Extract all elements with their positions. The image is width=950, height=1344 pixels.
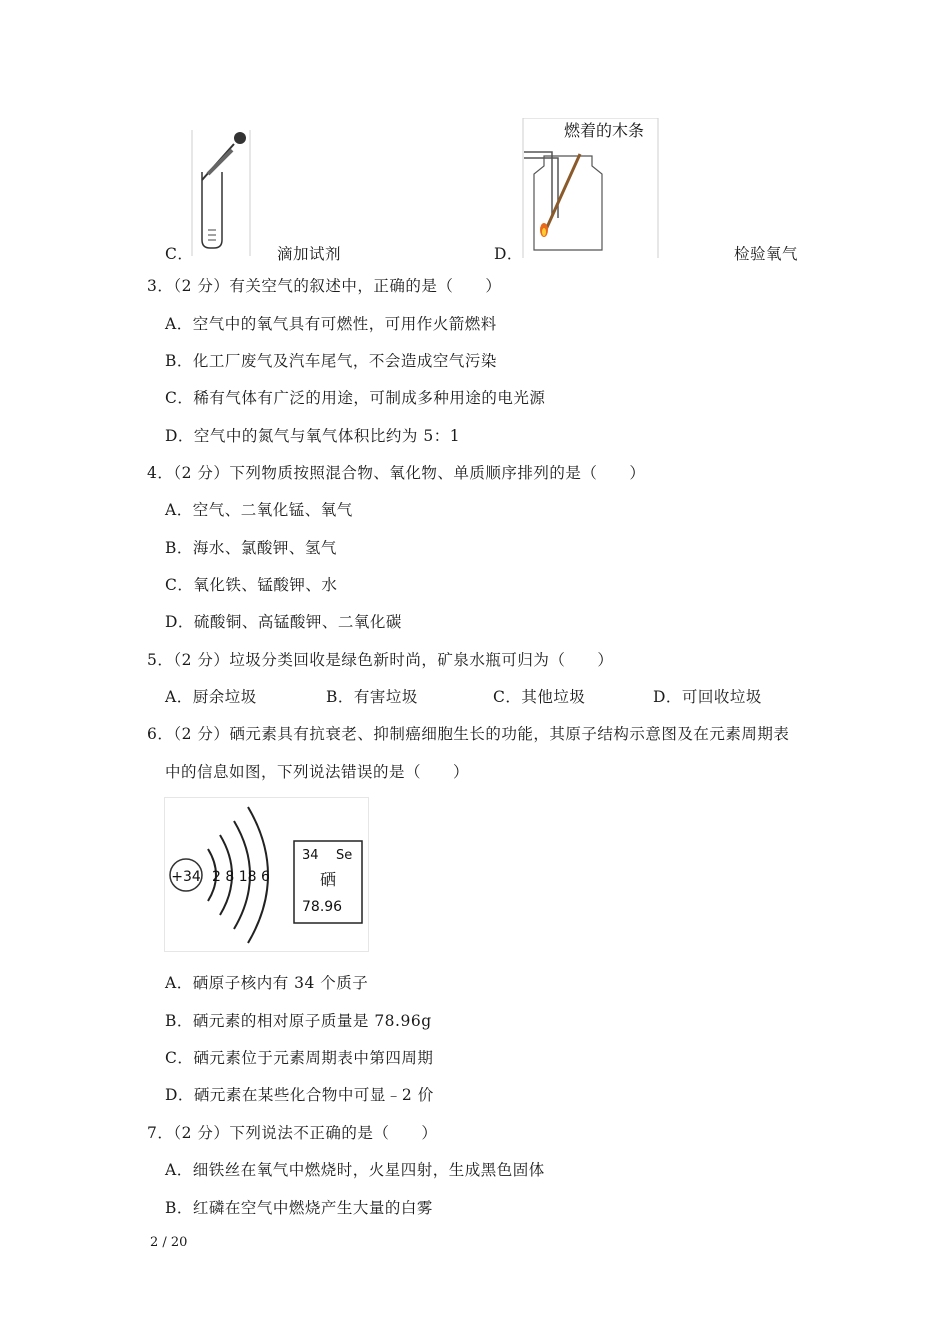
selenium-atom-figure: [164, 797, 370, 953]
question-3-option-d: D．空气中的氮气与氧气体积比约为 5：1: [165, 427, 461, 445]
question-4-option-b: B．海水、氯酸钾、氢气: [165, 539, 337, 557]
question-4-option-d: D．硫酸铜、高锰酸钾、二氧化碳: [165, 613, 402, 631]
question-3-option-a: A．空气中的氧气具有可燃性，可用作火箭燃料: [165, 315, 497, 333]
question-6-option-c: C．硒元素位于元素周期表中第四周期: [165, 1049, 434, 1067]
question-3-option-b: B．化工厂废气及汽车尾气，不会造成空气污染: [165, 352, 497, 370]
question-7-option-b: B．红磷在空气中燃烧产生大量的白雾: [165, 1199, 433, 1217]
question-6-stem-line-2: 中的信息如图，下列说法错误的是（ ）: [165, 763, 470, 781]
question-4-stem: 4．（2 分）下列物质按照混合物、氧化物、单质顺序排列的是（ ）: [147, 464, 646, 482]
element-symbol: Se: [336, 848, 353, 863]
question-3-stem: 3．（2 分）有关空气的叙述中，正确的是（ ）: [147, 277, 502, 295]
atomic-number: 34: [302, 848, 319, 863]
question-7-stem: 7．（2 分）下列说法不正确的是（ ）: [147, 1124, 438, 1142]
atomic-mass: 78.96: [302, 899, 343, 915]
burning-stick-label: 燃着的木条: [564, 121, 645, 140]
option-c-text: 滴加试剂: [277, 245, 342, 263]
element-name: 硒: [319, 870, 337, 889]
option-c-letter: C．: [165, 245, 194, 263]
question-7-option-a: A．细铁丝在氧气中燃烧时，火星四射，生成黑色固体: [165, 1161, 545, 1179]
dropper-test-tube-figure: [190, 128, 252, 258]
question-4-option-a: A．空气、二氧化锰、氧气: [165, 501, 353, 519]
question-6-option-b: B．硒元素的相对原子质量是 78.96g: [165, 1012, 432, 1030]
question-5-option-c: C．其他垃圾: [493, 688, 586, 706]
question-5-option-d: D．可回收垃圾: [653, 688, 762, 706]
nucleus-charge: +34: [171, 869, 201, 885]
option-d-letter: D．: [494, 245, 523, 263]
question-6-stem-line-1: 6．（2 分）硒元素具有抗衰老、抑制癌细胞生长的功能，其原子结构示意图及在元素周期表: [147, 725, 790, 743]
question-3-option-c: C．稀有气体有广泛的用途，可制成多种用途的电光源: [165, 389, 546, 407]
question-5-stem: 5．（2 分）垃圾分类回收是绿色新时尚，矿泉水瓶可归为（ ）: [147, 651, 614, 669]
electron-shells: 2 8 18 6: [212, 869, 270, 885]
question-6-option-d: D．硒元素在某些化合物中可显﹣2 价: [165, 1086, 434, 1104]
page-number: 2 / 20: [150, 1235, 188, 1250]
question-4-option-c: C．氧化铁、锰酸钾、水: [165, 576, 338, 594]
question-5-option-b: B．有害垃圾: [326, 688, 418, 706]
oxygen-test-figure: [522, 118, 660, 258]
option-d-text: 检验氧气: [734, 245, 799, 263]
question-5-option-a: A．厨余垃圾: [165, 688, 257, 706]
question-6-option-a: A．硒原子核内有 34 个质子: [165, 974, 369, 992]
